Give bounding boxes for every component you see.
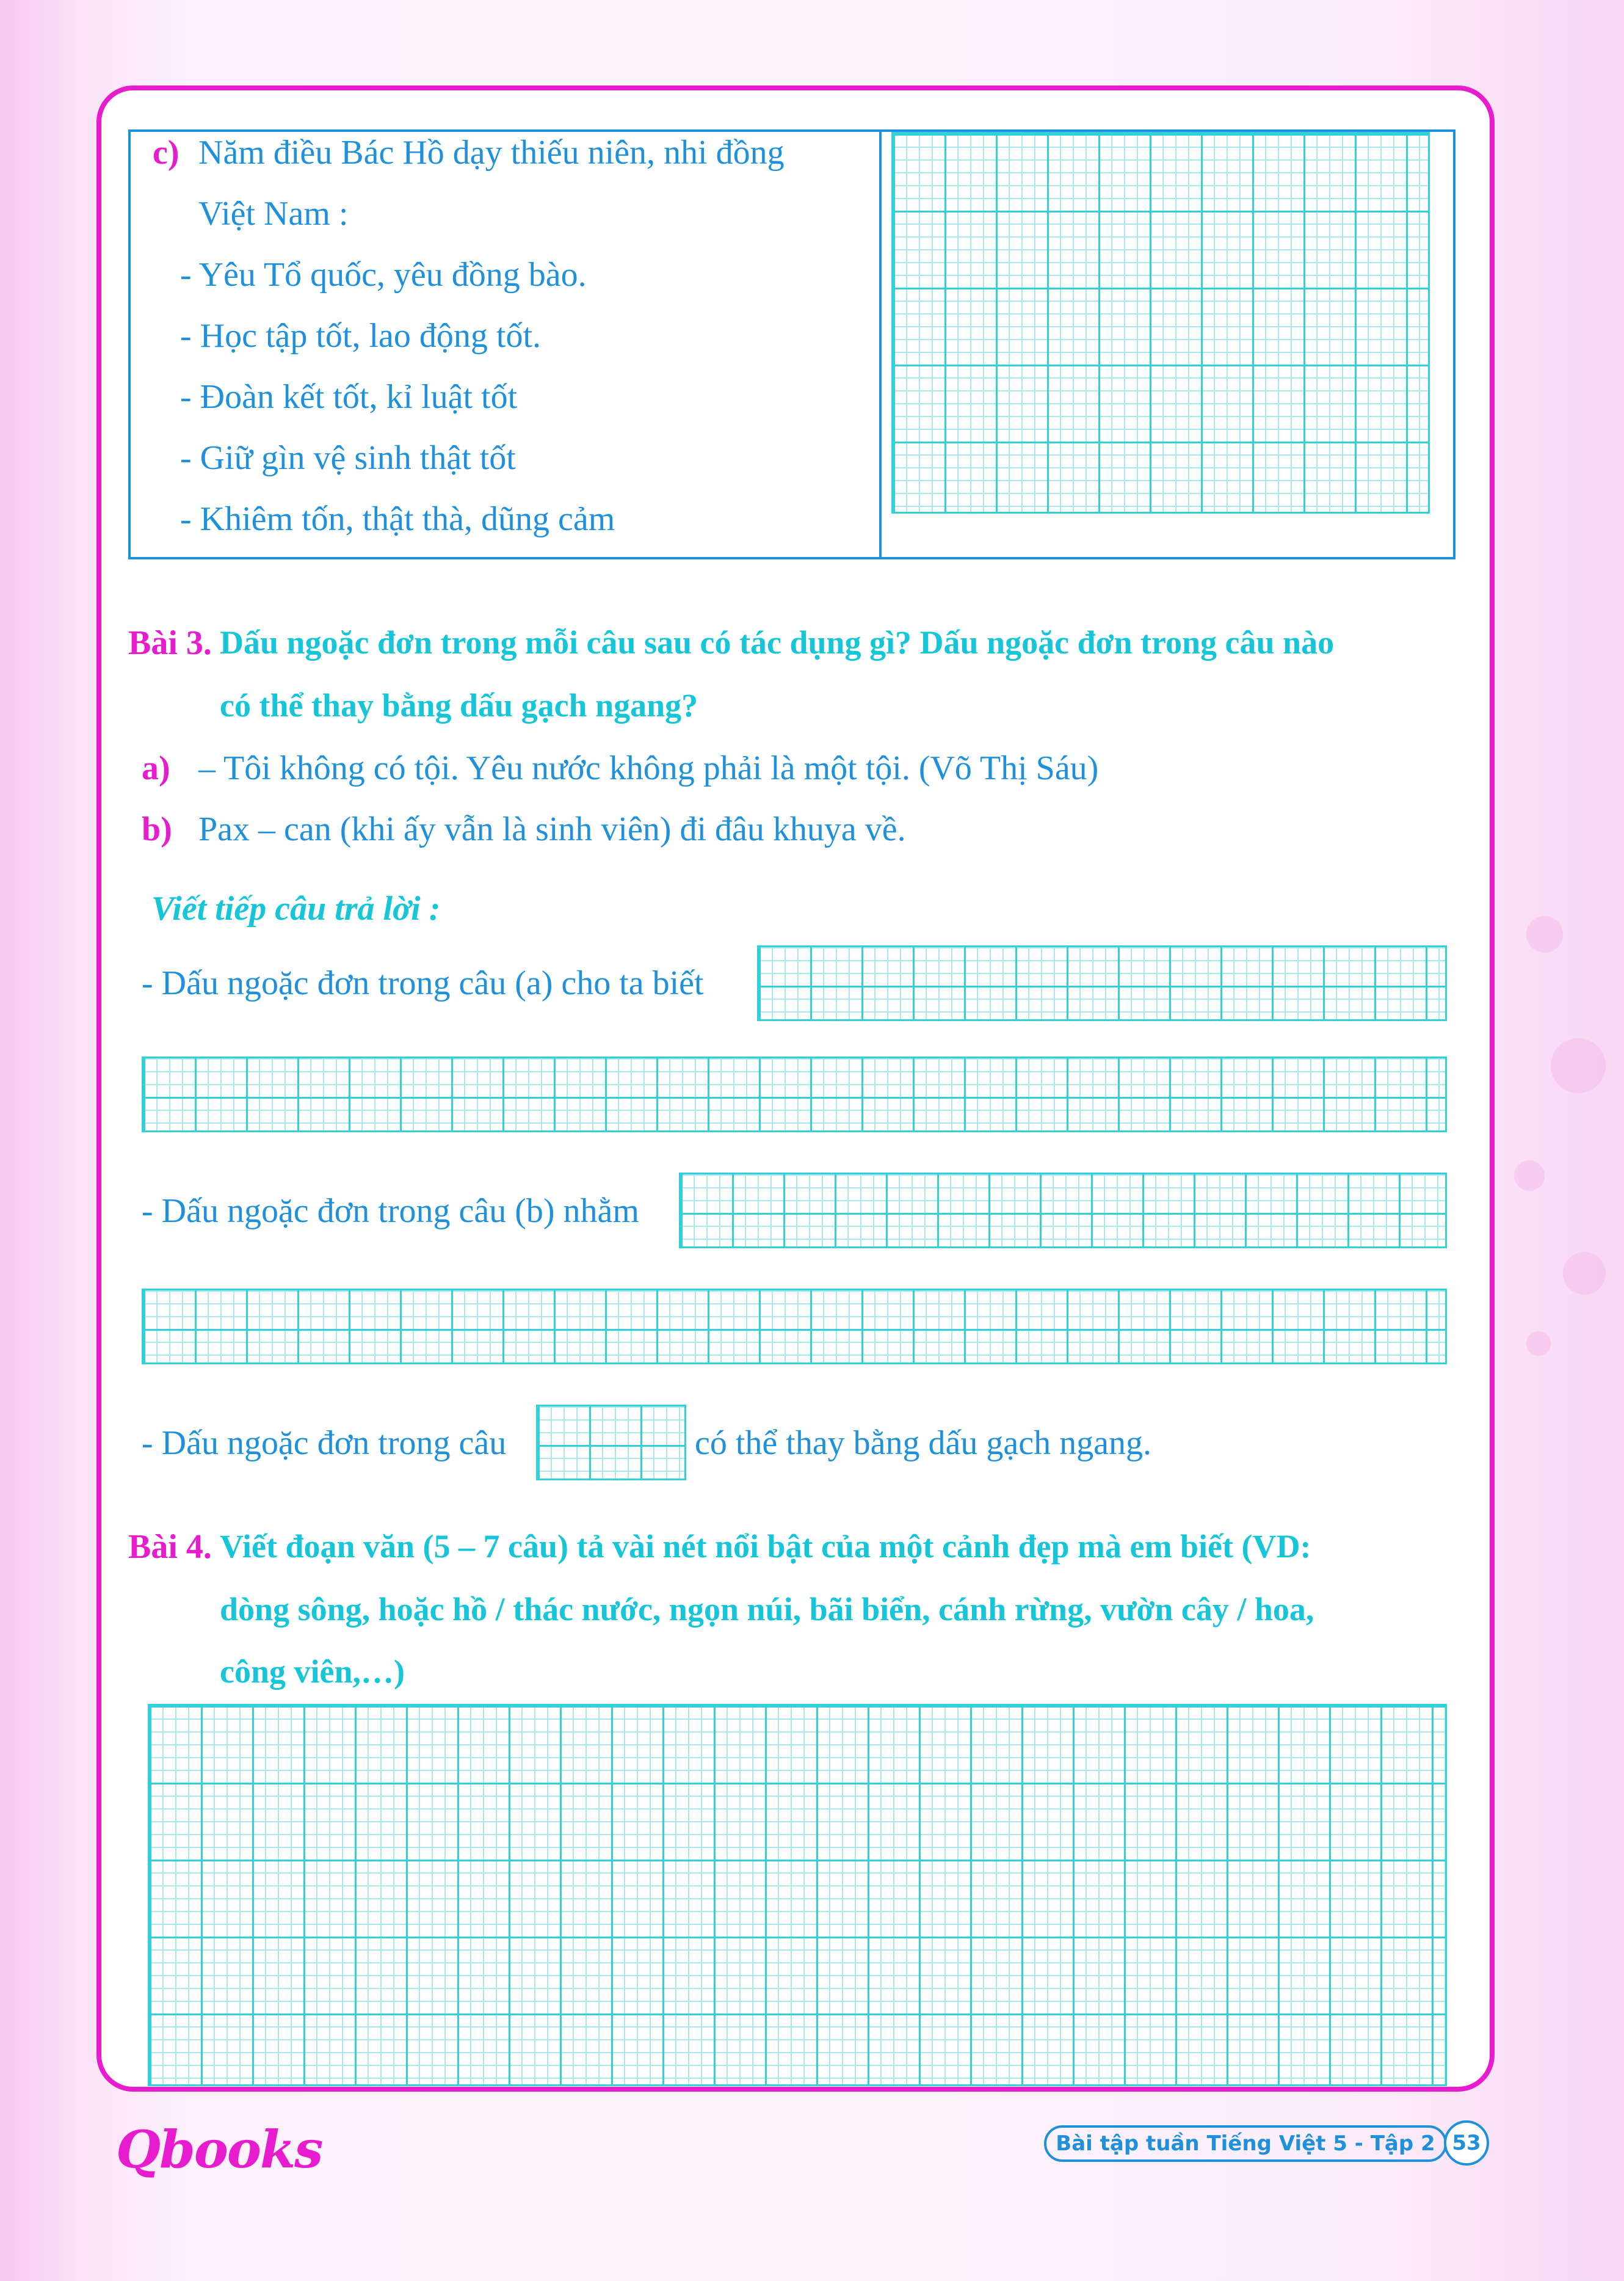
part-c-label: c) bbox=[153, 134, 179, 172]
bai4-line3: công viên,…) bbox=[220, 1653, 405, 1690]
bai3-a-label: a) bbox=[142, 749, 170, 787]
answer2-text: - Dấu ngoặc đơn trong câu (b) nhằm bbox=[142, 1192, 639, 1230]
answer3-grid[interactable] bbox=[536, 1405, 686, 1480]
part-c-line1: Năm điều Bác Hồ dạy thiếu niên, nhi đồng bbox=[198, 134, 785, 172]
qbooks-logo: Qbooks bbox=[116, 2119, 322, 2180]
decor-blob bbox=[1526, 916, 1563, 953]
answer3-text: - Dấu ngoặc đơn trong câu bbox=[142, 1424, 507, 1462]
bai3-prompt: Viết tiếp câu trả lời : bbox=[151, 890, 441, 928]
bai3-question-line1: Dấu ngoặc đơn trong mỗi câu sau có tác dụng gì? Dấu ngoặc đơn trong câu nào bbox=[220, 624, 1335, 661]
book-title: Bài tập tuần Tiếng Việt 5 - Tập 2 bbox=[1044, 2125, 1447, 2162]
bai4-line1: Viết đoạn văn (5 – 7 câu) tả vài nét nổi bật của một cảnh đẹp mà em biết (VD: bbox=[220, 1528, 1311, 1565]
part-c-item: - Đoàn kết tốt, kỉ luật tốt bbox=[180, 378, 518, 416]
decor-blob bbox=[1526, 1331, 1551, 1356]
page-number: 53 bbox=[1444, 2120, 1489, 2166]
bai3-label: Bài 3. bbox=[128, 624, 212, 662]
box-divider bbox=[879, 132, 882, 557]
bai3-question-line2: có thể thay bằng dấu gạch ngang? bbox=[220, 687, 698, 724]
bai3-b-text: Pax – can (khi ấy vẫn là sinh viên) đi đâu khuya về. bbox=[198, 810, 906, 848]
part-c-item: - Giữ gìn vệ sinh thật tốt bbox=[180, 439, 516, 477]
part-c-item: - Khiêm tốn, thật thà, dũng cảm bbox=[180, 500, 615, 538]
part-c-item: - Học tập tốt, lao động tốt. bbox=[180, 317, 542, 355]
answer2-grid[interactable] bbox=[679, 1173, 1447, 1248]
answer1-grid[interactable] bbox=[757, 945, 1447, 1021]
writing-grid-c[interactable] bbox=[891, 132, 1430, 514]
answer2-grid-full[interactable] bbox=[142, 1289, 1447, 1364]
answer3-after-text: có thể thay bằng dấu gạch ngang. bbox=[695, 1424, 1151, 1462]
bai4-label: Bài 4. bbox=[128, 1528, 212, 1566]
writing-grid-bai4[interactable] bbox=[148, 1704, 1447, 2086]
answer1-grid-full[interactable] bbox=[142, 1057, 1447, 1132]
answer1-text: - Dấu ngoặc đơn trong câu (a) cho ta biết bbox=[142, 964, 704, 1002]
bai3-a-text: – Tôi không có tội. Yêu nước không phải là một tội. (Võ Thị Sáu) bbox=[198, 749, 1099, 787]
bai3-b-label: b) bbox=[142, 810, 172, 848]
part-c-line2: Việt Nam : bbox=[198, 195, 349, 233]
bai4-line2: dòng sông, hoặc hồ / thác nước, ngọn núi, bãi biển, cánh rừng, vườn cây / hoa, bbox=[220, 1591, 1314, 1628]
decor-blob bbox=[1551, 1038, 1606, 1093]
decor-blob bbox=[1563, 1252, 1606, 1295]
decor-blob bbox=[1514, 1160, 1545, 1191]
part-c-item: - Yêu Tổ quốc, yêu đồng bào. bbox=[180, 256, 587, 294]
